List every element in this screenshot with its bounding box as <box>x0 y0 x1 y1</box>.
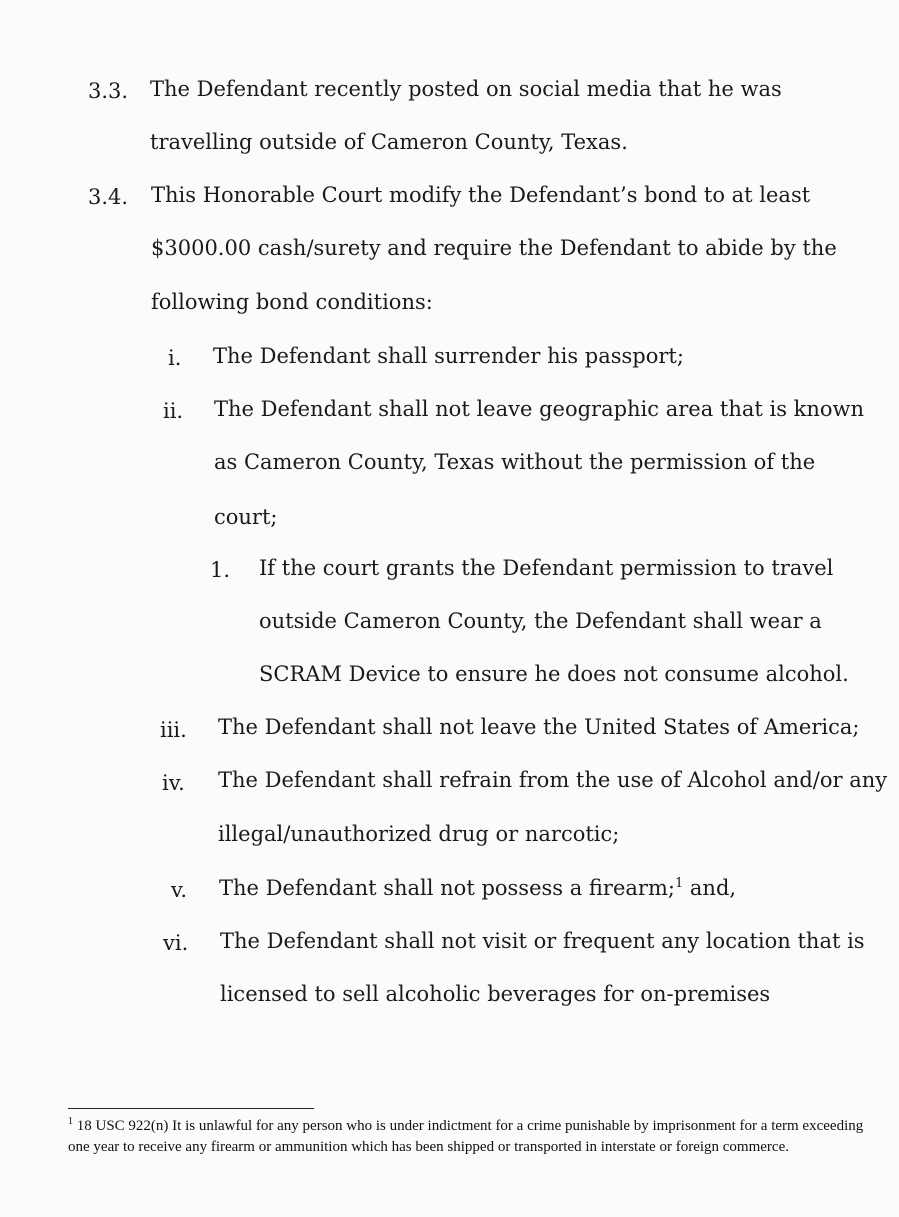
condition-line: The Defendant shall not leave the United States of America; <box>218 715 860 739</box>
condition-number: iii. <box>160 718 187 742</box>
condition-line: illegal/unauthorized drug or narcotic; <box>218 822 620 846</box>
condition-number: v. <box>171 878 188 902</box>
footnote <box>68 1116 868 1158</box>
footnote-reference[interactable]: 1 <box>674 876 684 891</box>
condition-number: iv. <box>162 771 185 795</box>
condition-line: The Defendant shall not leave geographic area that is known <box>214 397 865 421</box>
paragraph-line: The Defendant recently posted on social media that he was <box>150 77 782 101</box>
footnote-text: 18 USC 922(n) It is unlawful for any person who is under indictment for a crime punishable by imprisonment for a term exceeding one year to receive any firearm or ammunition which has been shipped or transported in interstate or foreign commerce. <box>68 1118 864 1155</box>
sub-condition-number: 1. <box>210 558 231 582</box>
footnote-divider <box>68 1108 314 1109</box>
condition-line: as Cameron County, Texas without the permission of the <box>214 450 816 474</box>
condition-line: The Defendant shall not visit or frequent any location that is <box>220 929 865 953</box>
item-number: 3.4. <box>88 185 129 209</box>
item-number: 3.3. <box>88 79 129 103</box>
condition-text: and, <box>683 876 737 900</box>
condition-text: The Defendant shall not possess a firearm; <box>219 876 675 900</box>
condition-line: The Defendant shall refrain from the use of Alcohol and/or any <box>218 768 888 792</box>
condition-number: vi. <box>163 931 189 955</box>
sub-condition-line: If the court grants the Defendant permission to travel <box>259 556 834 580</box>
condition-line: The Defendant shall surrender his passport; <box>213 344 684 368</box>
paragraph-line: $3000.00 cash/surety and require the Defendant to abide by the <box>151 236 837 260</box>
paragraph-line: This Honorable Court modify the Defendant’s bond to at least <box>151 183 811 207</box>
paragraph-line: travelling outside of Cameron County, Texas. <box>150 130 628 154</box>
condition-line <box>219 875 736 901</box>
footnote-marker: 1 <box>68 1116 73 1127</box>
condition-line: licensed to sell alcoholic beverages for on-premises <box>220 982 771 1006</box>
condition-number: i. <box>168 346 182 370</box>
condition-line: court; <box>214 505 278 529</box>
condition-number: ii. <box>163 399 184 423</box>
sub-condition-line: outside Cameron County, the Defendant shall wear a <box>259 609 822 633</box>
paragraph-line: following bond conditions: <box>151 290 433 314</box>
sub-condition-line: SCRAM Device to ensure he does not consume alcohol. <box>259 662 849 686</box>
